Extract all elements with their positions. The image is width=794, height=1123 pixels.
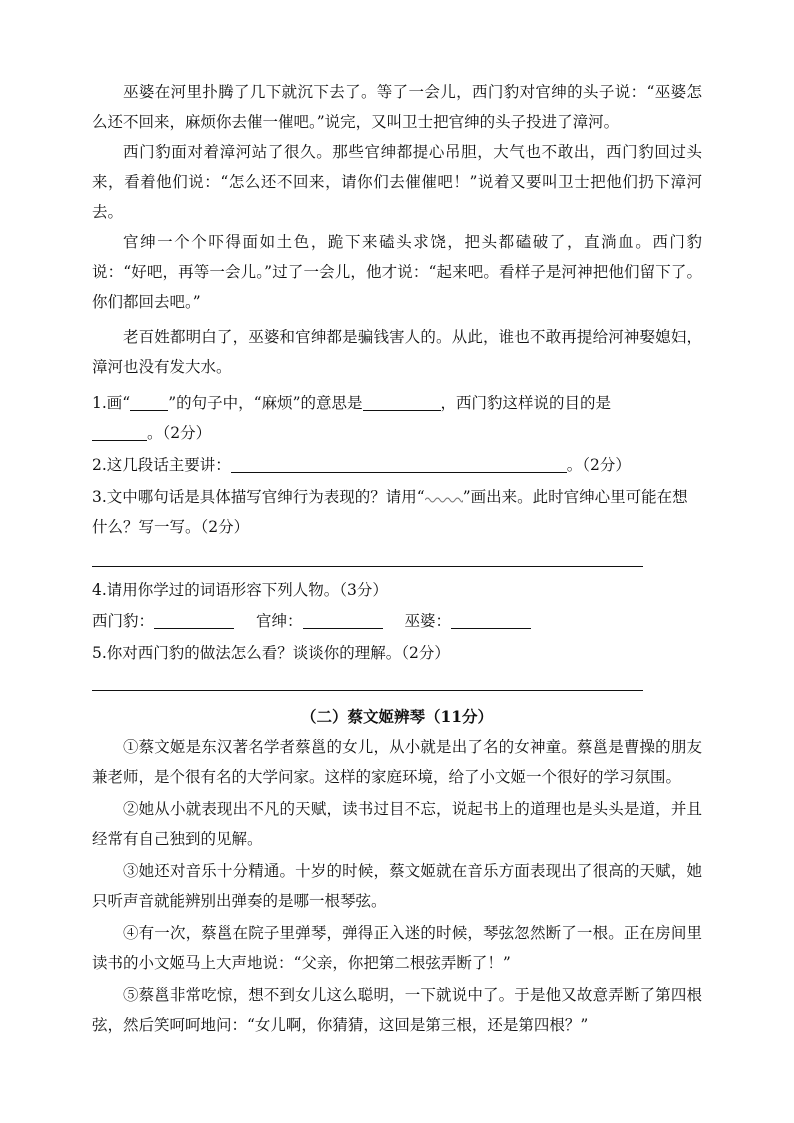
passage-paragraph: ②她从小就表现出不凡的天赋，读书过目不忘，说起书上的道理也是头头是道，并且经常有自己独到的见解。 — [92, 800, 702, 848]
answer-line[interactable] — [92, 690, 643, 691]
label-wupo: 巫婆： — [404, 612, 452, 630]
question-1-text-c: ，西门豹这样说的目的是 — [440, 394, 612, 412]
passage-paragraph: ⑤蔡邕非常吃惊，想不到女儿这么聪明，一下就说中了。于是他又故意弄断了第四根弦，然后笑呵呵地问：“女儿啊，你猜猜，这回是第三根，还是第四根？” — [92, 986, 702, 1034]
question-4 — [92, 575, 702, 605]
question-5 — [92, 638, 702, 668]
question-4-text: 4.请用你学过的词语形容下列人物。（3分） — [92, 581, 388, 599]
answer-blank[interactable] — [92, 422, 147, 441]
passage-paragraph: 巫婆在河里扑腾了几下就沉下去了。等了一会儿，西门豹对官绅的头子说：“巫婆怎么还不回来，麻烦你去催一催吧。”说完，又叫卫士把官绅的头子投进了漳河。 — [92, 83, 702, 131]
passage-paragraph: 西门豹面对着漳河站了很久。那些官绅都提心吊胆，大气也不敢出，西门豹回过头来，看着他们说：“怎么还不回来，请你们去催催吧！”说着又要叫卫士把他们扔下漳河去。 — [92, 143, 702, 221]
question-5-text: 5.你对西门豹的做法怎么看？谈谈你的理解。（2分） — [92, 644, 450, 662]
question-3 — [92, 482, 702, 542]
passage-paragraph: ①蔡文姬是东汉著名学者蔡邕的女儿，从小就是出了名的女神童。蔡邕是曹操的朋友兼老师，是个很有名的大学问家。这样的家庭环境，给了小文姬一个很好的学习氛围。 — [92, 738, 702, 786]
question-1-text-d: 。（2分） — [147, 424, 212, 442]
question-2-text-b: 。（2分） — [566, 456, 631, 474]
label-ximenbao: 西门豹： — [92, 612, 155, 630]
question-1-text-b: ”的句子中，“麻烦”的意思是 — [168, 394, 363, 412]
question-2-text-a: 2.这几段话主要讲： — [92, 456, 231, 474]
section-title: （二）蔡文姬辨琴（11分） — [300, 707, 494, 726]
underline-mark — [130, 392, 168, 411]
question-4-blanks — [92, 606, 702, 636]
answer-blank[interactable] — [451, 610, 531, 629]
passage-paragraph: ④有一次，蔡邕在院子里弹琴，弹得正入迷的时候，琴弦忽然断了一根。正在房间里读书的小文姬马上大声地说：“父亲，你把第二根弦弄断了！” — [92, 924, 702, 972]
label-guanshen: 官绅： — [256, 612, 303, 630]
answer-blank[interactable] — [303, 610, 383, 629]
passage-paragraph: 官绅一个个吓得面如土色，跪下来磕头求饶，把头都磕破了，直淌血。西门豹说：“好吧，再等一会儿。”过了一会儿，他才说：“起来吧。看样子是河神把他们留下了。你们都回去吧。” — [92, 233, 702, 311]
question-1-text-a: 1.画“ — [92, 394, 131, 412]
answer-blank[interactable] — [363, 392, 441, 411]
question-2 — [92, 450, 702, 480]
wavy-line-mark — [425, 494, 463, 504]
answer-line[interactable] — [92, 566, 643, 567]
answer-blank[interactable] — [231, 454, 567, 473]
answer-blank[interactable] — [154, 610, 234, 629]
question-3-text-a: 3.文中哪句话是具体描写官绅行为表现的？请用“ — [92, 488, 425, 506]
passage-paragraph: 老百姓都明白了，巫婆和官绅都是骗钱害人的。从此，谁也不敢再提给河神娶媳妇，漳河也没有发大水。 — [92, 328, 702, 376]
question-1 — [92, 388, 702, 448]
question-3-text-b: ”画出来。此时官绅心里可能在想什么？写一写。（2分） — [92, 488, 688, 536]
passage-paragraph: ③她还对音乐十分精通。十岁的时候，蔡文姬就在音乐方面表现出了很高的天赋，她只听声音就能辨别出弹奏的是哪一根琴弦。 — [92, 862, 702, 910]
